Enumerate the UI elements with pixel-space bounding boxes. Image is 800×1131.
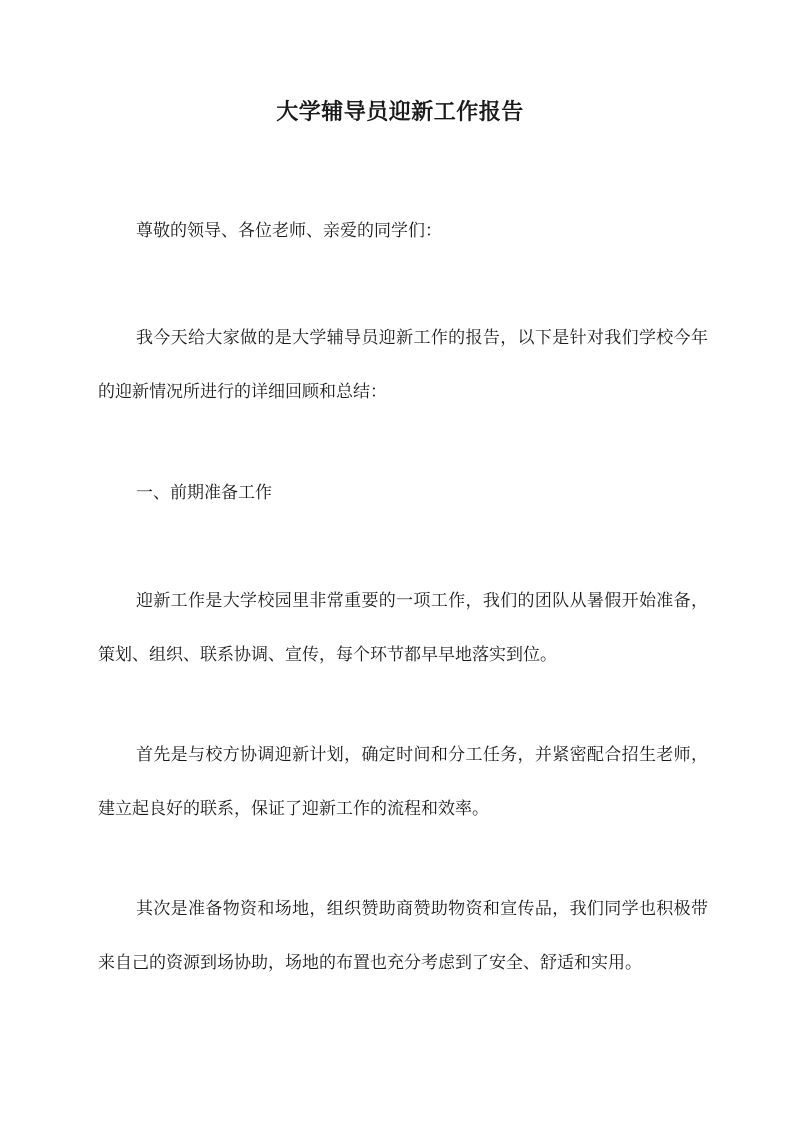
section-heading: 一、前期准备工作 bbox=[136, 483, 272, 503]
intro-paragraph: 我今天给大家做的是大学辅导员迎新工作的报告，以下是针对我们学校今年的迎新情况所进行的详细回顾和总结： bbox=[98, 328, 708, 402]
body-paragraph: 迎新工作是大学校园里非常重要的一项工作，我们的团队从暑假开始准备，策划、组织、联系协调、宣传，每个环节都早早地落实到位。 bbox=[98, 591, 708, 665]
body-paragraph: 其次是准备物资和场地，组织赞助商赞助物资和宣传品，我们同学也积极带来自己的资源到场协助，场地的布置也充分考虑到了安全、舒适和实用。 bbox=[98, 899, 708, 973]
salutation: 尊敬的领导、各位老师、亲爱的同学们： bbox=[136, 221, 442, 241]
document-title: 大学辅导员迎新工作报告 bbox=[276, 99, 524, 125]
body-paragraph: 首先是与校方协调迎新计划，确定时间和分工任务，并紧密配合招生老师，建立起良好的联系，保证了迎新工作的流程和效率。 bbox=[98, 745, 708, 819]
